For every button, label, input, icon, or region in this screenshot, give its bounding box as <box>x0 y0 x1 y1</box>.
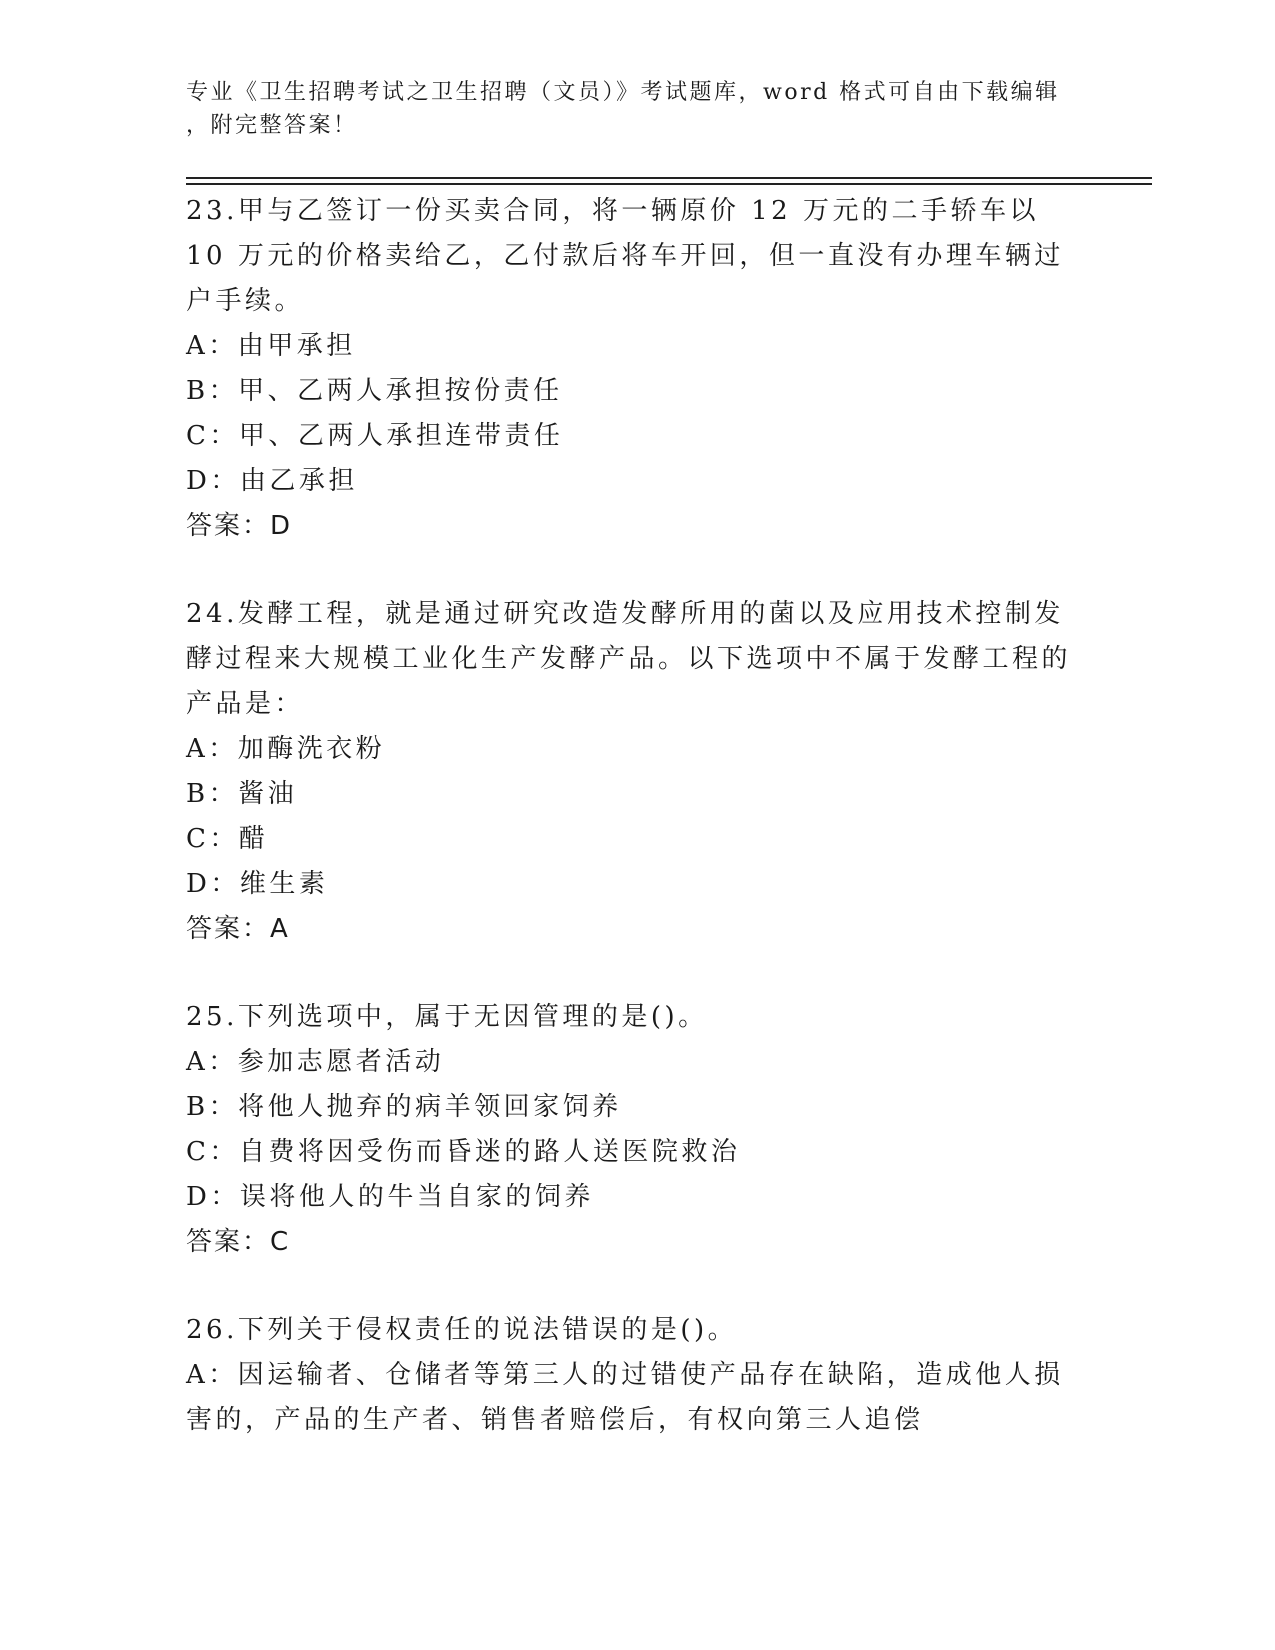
question-stem: 25.下列选项中，属于无因管理的是()。 <box>186 1002 708 1032</box>
answer: 答案：C <box>186 1227 291 1257</box>
option-b: B：酱油 <box>186 779 298 809</box>
question-24 <box>186 592 1086 952</box>
option-c: C：自费将因受伤而昏迷的路人送医院救治 <box>186 1137 741 1167</box>
option-a: A：加酶洗衣粉 <box>186 734 386 764</box>
question-23 <box>186 189 1086 549</box>
answer: 答案：A <box>186 914 290 944</box>
question-stem: 23.甲与乙签订一份买卖合同，将一辆原价 12 万元的二手轿车以 10 万元的价格卖给乙，乙付款后将车开回，但一直没有办理车辆过户手续。 <box>186 196 1064 316</box>
option-c: C：醋 <box>186 824 269 854</box>
question-stem: 26.下列关于侵权责任的说法错误的是()。 <box>186 1315 738 1345</box>
header-line-2: ，附完整答案！ <box>186 113 358 138</box>
header-divider-bottom <box>186 183 1152 185</box>
question-list <box>186 189 1086 1486</box>
option-a: A：参加志愿者活动 <box>186 1047 445 1077</box>
header-divider-top <box>186 177 1152 179</box>
header-line-1: 专业《卫生招聘考试之卫生招聘（文员）》考试题库，word 格式可自由下载编辑 <box>186 80 1060 105</box>
option-a: A：由甲承担 <box>186 331 356 361</box>
option-d: D：维生素 <box>186 869 329 899</box>
option-c: C：甲、乙两人承担连带责任 <box>186 421 564 451</box>
option-b: B：甲、乙两人承担按份责任 <box>186 376 563 406</box>
answer: 答案：D <box>186 511 293 541</box>
question-26 <box>186 1308 1086 1443</box>
option-d: D：由乙承担 <box>186 466 358 496</box>
question-stem: 24.发酵工程，就是通过研究改造发酵所用的菌以及应用技术控制发酵过程来大规模工业化生产发酵产品。以下选项中不属于发酵工程的产品是： <box>186 599 1072 719</box>
question-25 <box>186 995 1086 1265</box>
document-header <box>186 76 1066 142</box>
option-b: B：将他人抛弃的病羊领回家饲养 <box>186 1092 622 1122</box>
option-d: D：误将他人的牛当自家的饲养 <box>186 1182 594 1212</box>
option-a: A：因运输者、仓储者等第三人的过错使产品存在缺陷，造成他人损害的，产品的生产者、销售者赔偿后，有权向第三人追偿 <box>186 1360 1064 1435</box>
